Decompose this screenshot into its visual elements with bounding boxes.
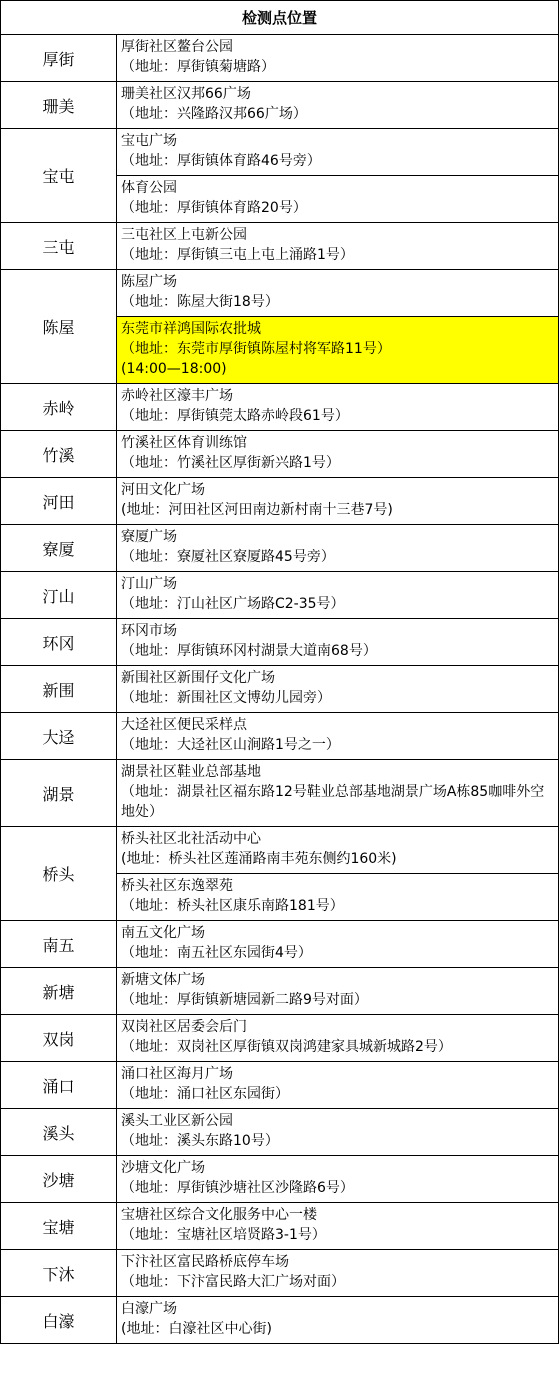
site-name: 宝屯广场 — [121, 133, 177, 149]
site-name: 宝塘社区综合文化服务中心一楼 — [121, 1207, 317, 1223]
table-row — [1, 431, 559, 478]
town-name: 竹溪 — [1, 431, 117, 478]
site-address: （地址：兴隆路汉邦66广场） — [121, 106, 307, 122]
site-address: （地址：南五社区东园街4号） — [121, 945, 312, 961]
site-hours: (14:00—18:00) — [121, 361, 227, 377]
site-address: （地址：厚街镇新塘园新二路9号对面） — [121, 992, 368, 1008]
site-address: （地址：湖景社区福东路12号鞋业总部基地湖景广场A栋85咖啡外空地处） — [121, 784, 545, 820]
site-name: 陈屋广场 — [121, 274, 177, 290]
site-cell — [117, 431, 559, 478]
site-cell — [117, 35, 559, 82]
site-address: (地址：河田社区河田南边新村南十三巷7号) — [121, 502, 393, 518]
site-address: (地址：桥头社区莲涌路南丰苑东侧约160米) — [121, 851, 397, 867]
site-name: 下汴社区富民路桥底停车场 — [121, 1254, 289, 1270]
site-name: 环冈市场 — [121, 623, 177, 639]
site-cell — [117, 1156, 559, 1203]
site-address: （地址：厚街镇体育路20号） — [121, 200, 307, 216]
site-cell — [117, 525, 559, 572]
table-row — [1, 572, 559, 619]
site-name: 竹溪社区体育训练馆 — [121, 435, 247, 451]
site-name: 溪头工业区新公园 — [121, 1113, 233, 1129]
site-name: 河田文化广场 — [121, 482, 205, 498]
site-address: （地址：宝塘社区培贤路3-1号） — [121, 1227, 326, 1243]
site-name: 南五文化广场 — [121, 925, 205, 941]
site-cell — [117, 874, 559, 921]
table-row — [1, 1203, 559, 1250]
town-name: 河田 — [1, 478, 117, 525]
table-row — [1, 921, 559, 968]
site-name: 新围社区新围仔文化广场 — [121, 670, 275, 686]
table-row — [1, 827, 559, 874]
town-name: 桥头 — [1, 827, 117, 921]
town-name: 沙塘 — [1, 1156, 117, 1203]
site-address: （地址：新围社区文博幼儿园旁） — [121, 690, 331, 706]
table-row — [1, 1250, 559, 1297]
town-name: 南五 — [1, 921, 117, 968]
site-cell — [117, 827, 559, 874]
table-row — [1, 666, 559, 713]
site-name: 涌口社区海月广场 — [121, 1066, 233, 1082]
town-name: 宝屯 — [1, 129, 117, 223]
site-cell — [117, 384, 559, 431]
site-address: （地址：大迳社区山涧路1号之一） — [121, 737, 340, 753]
site-cell — [117, 713, 559, 760]
table-row — [1, 478, 559, 525]
site-address: （地址：桥头社区康乐南路181号） — [121, 898, 344, 914]
town-name: 宝塘 — [1, 1203, 117, 1250]
site-address: （地址：陈屋大街18号） — [121, 294, 279, 310]
site-name: 大迳社区便民采样点 — [121, 717, 247, 733]
site-name: 沙塘文化广场 — [121, 1160, 205, 1176]
town-name: 珊美 — [1, 82, 117, 129]
site-address: （地址：厚街镇体育路46号旁） — [121, 153, 321, 169]
site-address: （地址：下汴富民路大汇广场对面） — [121, 1274, 345, 1290]
town-name: 环冈 — [1, 619, 117, 666]
town-name: 涌口 — [1, 1062, 117, 1109]
town-name: 厚街 — [1, 35, 117, 82]
site-name: 新塘文体广场 — [121, 972, 205, 988]
site-name: 厚街社区鳌台公园 — [121, 39, 233, 55]
site-name: 湖景社区鞋业总部基地 — [121, 764, 261, 780]
site-name: 汀山广场 — [121, 576, 177, 592]
town-name: 赤岭 — [1, 384, 117, 431]
town-name: 新围 — [1, 666, 117, 713]
table-row — [1, 525, 559, 572]
table-row — [1, 1109, 559, 1156]
site-name: 珊美社区汉邦66广场 — [121, 86, 251, 102]
site-cell — [117, 176, 559, 223]
town-name: 陈屋 — [1, 270, 117, 384]
table-row — [1, 35, 559, 82]
site-address: （地址：竹溪社区厚街新兴路1号） — [121, 455, 340, 471]
site-name: 双岗社区居委会后门 — [121, 1019, 247, 1035]
table-row — [1, 82, 559, 129]
site-cell — [117, 968, 559, 1015]
table-header-row — [1, 1, 559, 35]
site-address: （地址：双岗社区厚街镇双岗鸿建家具城新城路2号） — [121, 1039, 452, 1055]
site-cell — [117, 223, 559, 270]
site-cell — [117, 270, 559, 317]
site-cell — [117, 921, 559, 968]
site-address: （地址：厚街镇沙塘社区沙隆路6号） — [121, 1180, 354, 1196]
town-name: 溪头 — [1, 1109, 117, 1156]
site-address: （地址：寮厦社区寮厦路45号旁） — [121, 549, 335, 565]
table-row — [1, 968, 559, 1015]
site-cell — [117, 760, 559, 827]
site-cell — [117, 572, 559, 619]
town-name: 白濠 — [1, 1297, 117, 1344]
town-name: 寮厦 — [1, 525, 117, 572]
site-cell — [117, 1297, 559, 1344]
table-header: 检测点位置 — [1, 1, 559, 35]
table-row — [1, 713, 559, 760]
site-name: 体育公园 — [121, 180, 177, 196]
site-cell — [117, 129, 559, 176]
site-cell — [117, 619, 559, 666]
site-cell — [117, 1203, 559, 1250]
town-name: 新塘 — [1, 968, 117, 1015]
site-cell — [117, 666, 559, 713]
town-name: 下沐 — [1, 1250, 117, 1297]
table-row — [1, 270, 559, 317]
site-address: （地址：东莞市厚街镇陈屋村将军路11号） — [121, 341, 391, 357]
site-cell — [117, 1250, 559, 1297]
site-name: 白濠广场 — [121, 1301, 177, 1317]
site-cell-highlighted — [117, 317, 559, 384]
site-address: （地址：厚街镇菊塘路） — [121, 59, 275, 75]
table-row — [1, 619, 559, 666]
site-address: （地址：涌口社区东园街） — [121, 1086, 289, 1102]
site-cell — [117, 1015, 559, 1062]
site-name: 东莞市祥鸿国际农批城 — [121, 321, 261, 337]
site-name: 赤岭社区濠丰广场 — [121, 388, 233, 404]
table-row — [1, 1297, 559, 1344]
site-name: 三屯社区上屯新公园 — [121, 227, 247, 243]
table-row — [1, 1015, 559, 1062]
table-row — [1, 384, 559, 431]
site-address: (地址：白濠社区中心街) — [121, 1321, 272, 1337]
site-address: （地址：厚街镇环冈村湖景大道南68号） — [121, 643, 377, 659]
table-body — [1, 35, 559, 1344]
site-cell — [117, 478, 559, 525]
site-cell — [117, 1062, 559, 1109]
site-cell — [117, 1109, 559, 1156]
town-name: 汀山 — [1, 572, 117, 619]
town-name: 大迳 — [1, 713, 117, 760]
table-row — [1, 760, 559, 827]
town-name: 双岗 — [1, 1015, 117, 1062]
site-name: 桥头社区东逸翠苑 — [121, 878, 233, 894]
table-row — [1, 1156, 559, 1203]
town-name: 湖景 — [1, 760, 117, 827]
site-name: 桥头社区北社活动中心 — [121, 831, 261, 847]
site-cell — [117, 82, 559, 129]
site-address: （地址：厚街镇三屯上屯上涌路1号） — [121, 247, 354, 263]
site-address: （地址：厚街镇莞太路赤岭段61号） — [121, 408, 349, 424]
town-name: 三屯 — [1, 223, 117, 270]
site-address: （地址：汀山社区广场路C2-35号） — [121, 596, 345, 612]
site-name: 寮厦广场 — [121, 529, 177, 545]
table-row — [1, 1062, 559, 1109]
table-row — [1, 129, 559, 176]
table-row — [1, 223, 559, 270]
site-address: （地址：溪头东路10号） — [121, 1133, 279, 1149]
